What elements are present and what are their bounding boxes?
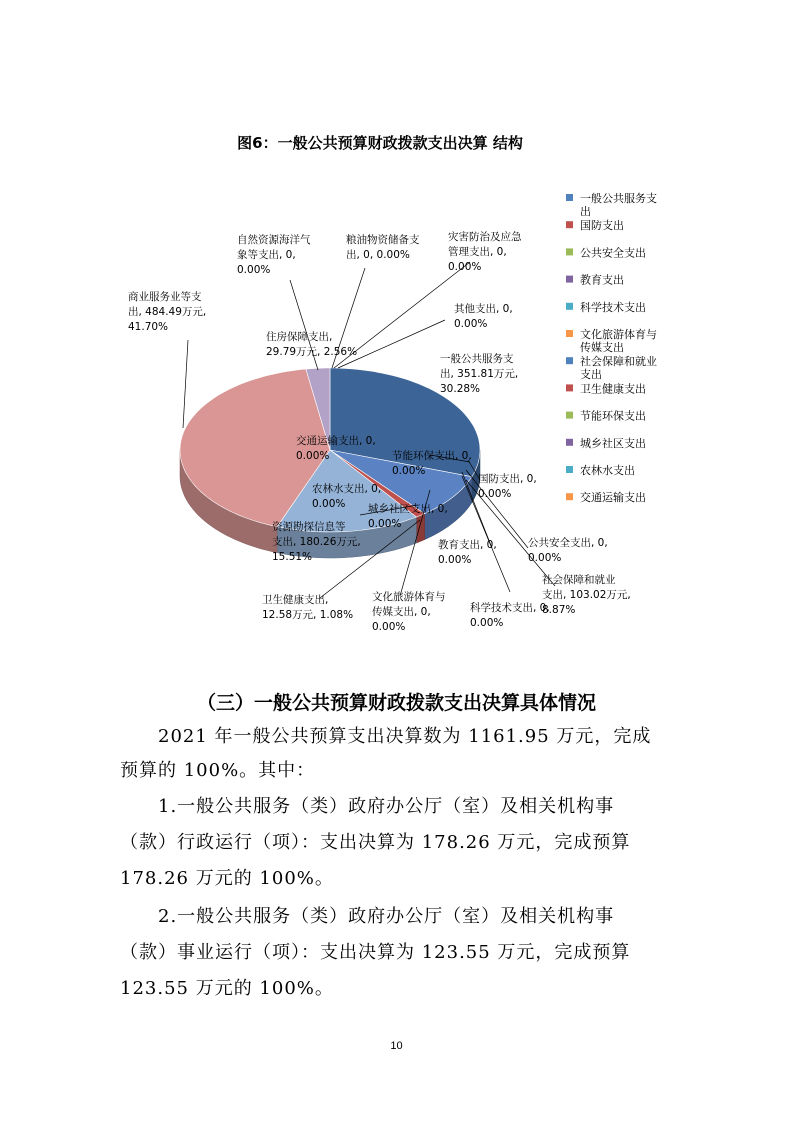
data-label-line: 城乡社区支出, 0, xyxy=(368,503,448,515)
paragraph-line: 2021 年一般公共预算支出决算数为 1161.95 万元，完成 xyxy=(120,726,652,747)
legend-line: 社会保障和就业 xyxy=(580,355,657,369)
data-label-line: 象等支出, 0, xyxy=(237,249,296,261)
data-label-line: 12.58万元, 1.08% xyxy=(262,609,354,621)
data-label-line: 0.00% xyxy=(296,450,330,462)
legend-swatch xyxy=(566,248,573,255)
legend-entry: 教育支出 xyxy=(580,273,624,287)
legend-swatch xyxy=(566,194,573,201)
paragraph-2 xyxy=(120,792,686,900)
legend-entry: 城乡社区支出 xyxy=(580,436,646,450)
paragraph-line: 预算的 100%。其中： xyxy=(120,760,316,781)
data-label-other xyxy=(454,302,513,330)
data-label-line: 0.00% xyxy=(312,498,346,510)
data-label-line: 社会保障和就业 xyxy=(542,574,616,586)
data-label-edu xyxy=(438,538,497,566)
legend-swatch xyxy=(566,303,573,310)
data-label-line: 科学技术支出, 0, xyxy=(470,602,550,614)
paragraph-line: 1.一般公共服务（类）政府办公厅（室）及相关机构事 xyxy=(120,796,615,817)
legend-line: 支出 xyxy=(580,368,602,382)
data-label-line: 0.00% xyxy=(470,617,504,629)
data-label-sci xyxy=(470,601,550,629)
paragraph-line: 178.26 万元的 100%。 xyxy=(120,868,334,889)
data-label-line: 管理支出, 0, xyxy=(448,246,507,258)
data-label-line: 出, 0, 0.00% xyxy=(346,249,410,261)
legend-entry: 公共安全支出 xyxy=(580,246,646,260)
chart-title: 图6：一般公共预算财政拨款支出决算 结构 xyxy=(237,134,523,152)
data-label-line: 30.28% xyxy=(440,383,481,395)
data-label-line: 灾害防治及应急 xyxy=(448,231,522,243)
data-label-disaster xyxy=(448,230,522,273)
data-label-line: 8.87% xyxy=(542,604,576,616)
data-label-line: 0.00% xyxy=(448,261,482,273)
paragraph-3 xyxy=(120,902,686,1010)
legend-line: 出 xyxy=(580,205,591,218)
data-label-line: 自然资源海洋气 xyxy=(237,234,311,246)
data-label-grain xyxy=(346,233,420,261)
legend-swatch xyxy=(566,330,573,337)
data-label-line: 传媒支出, 0, xyxy=(372,606,431,618)
legend-entry: 节能环保支出 xyxy=(580,409,646,423)
legend-line: 传媒支出 xyxy=(580,341,624,354)
data-label-line: 0.00% xyxy=(438,554,472,566)
legend-swatch xyxy=(566,439,573,446)
section-heading: （三）一般公共预算财政拨款支出决算具体情况 xyxy=(196,692,596,714)
data-label-line: 0.00% xyxy=(372,621,406,633)
data-label-commerce xyxy=(128,290,206,333)
paragraph-line: 2.一般公共服务（类）政府办公厅（室）及相关机构事 xyxy=(120,906,615,927)
data-label-line: 29.79万元, 2.56% xyxy=(266,346,358,358)
data-label-line: 0.00% xyxy=(368,518,402,530)
legend-swatch xyxy=(566,276,573,283)
data-label-line: 0.00% xyxy=(454,318,488,330)
data-label-social xyxy=(542,573,631,616)
data-label-line: 商业服务业等支 xyxy=(128,291,202,303)
legend-line: 一般公共服务支 xyxy=(580,192,657,205)
legend-entry: 交通运输支出 xyxy=(580,491,646,505)
data-label-gov xyxy=(440,352,518,395)
legend-entry: 农林水支出 xyxy=(580,464,635,477)
legend-entry xyxy=(580,327,657,354)
data-label-culture xyxy=(372,590,446,633)
data-label-security xyxy=(528,536,608,564)
legend-entry xyxy=(580,354,657,381)
data-label-line: 支出, 180.26万元, xyxy=(272,536,361,548)
data-label-line: 出, 351.81万元, xyxy=(440,368,519,380)
data-label-defense xyxy=(478,472,537,500)
data-label-line: 0.00% xyxy=(237,264,271,276)
legend-swatch xyxy=(566,221,573,228)
data-label-line: 节能环保支出, 0, xyxy=(392,450,472,462)
data-label-line: 农林水支出, 0, xyxy=(312,483,382,495)
data-label-line: 出, 484.49万元, xyxy=(128,306,207,318)
data-label-line: 资源勘探信息等 xyxy=(272,521,346,533)
legend xyxy=(566,191,657,504)
data-label-line: 住房保障支出, xyxy=(266,331,333,343)
leader-line xyxy=(183,340,188,428)
legend-entry xyxy=(580,191,657,218)
paragraph-1 xyxy=(120,722,686,790)
data-label-health xyxy=(262,593,353,621)
data-label-line: 公共安全支出, 0, xyxy=(528,537,608,549)
legend-swatch xyxy=(566,384,573,391)
paragraph-line: 123.55 万元的 100%。 xyxy=(120,978,334,999)
data-label-line: 教育支出, 0, xyxy=(438,539,497,551)
data-label-nature xyxy=(237,233,311,276)
data-label-line: 41.70% xyxy=(128,321,169,333)
data-label-line: 0.00% xyxy=(528,552,562,564)
data-label-line: 文化旅游体育与 xyxy=(372,591,446,603)
data-label-line: 15.51% xyxy=(272,551,313,563)
page-number: 10 xyxy=(390,1040,403,1052)
legend-entry: 卫生健康支出 xyxy=(580,382,646,396)
legend-swatch xyxy=(566,466,573,473)
data-label-line: 支出, 103.02万元, xyxy=(542,589,631,601)
pie-side-卫生健康支出 xyxy=(416,514,424,543)
paragraph-line: （款）行政运行（项）：支出决算为 178.26 万元，完成预算 xyxy=(120,832,631,853)
data-label-line: 一般公共服务支 xyxy=(440,353,514,365)
legend-entry: 科学技术支出 xyxy=(580,300,646,314)
data-label-line: 卫生健康支出, xyxy=(262,594,329,606)
data-label-line: 0.00% xyxy=(478,488,512,500)
data-label-line: 粮油物资储备支 xyxy=(346,234,420,246)
legend-line: 文化旅游体育与 xyxy=(580,328,657,341)
legend-entry: 国防支出 xyxy=(580,219,624,233)
data-label-line: 交通运输支出, 0, xyxy=(296,435,376,447)
leader-line xyxy=(338,320,445,368)
data-label-line: 0.00% xyxy=(392,465,426,477)
data-label-line: 国防支出, 0, xyxy=(478,473,537,485)
paragraph-line: （款）事业运行（项）：支出决算为 123.55 万元，完成预算 xyxy=(120,942,631,963)
legend-swatch xyxy=(566,357,573,364)
legend-swatch xyxy=(566,493,573,500)
data-label-line: 其他支出, 0, xyxy=(454,303,513,315)
legend-swatch xyxy=(566,412,573,419)
